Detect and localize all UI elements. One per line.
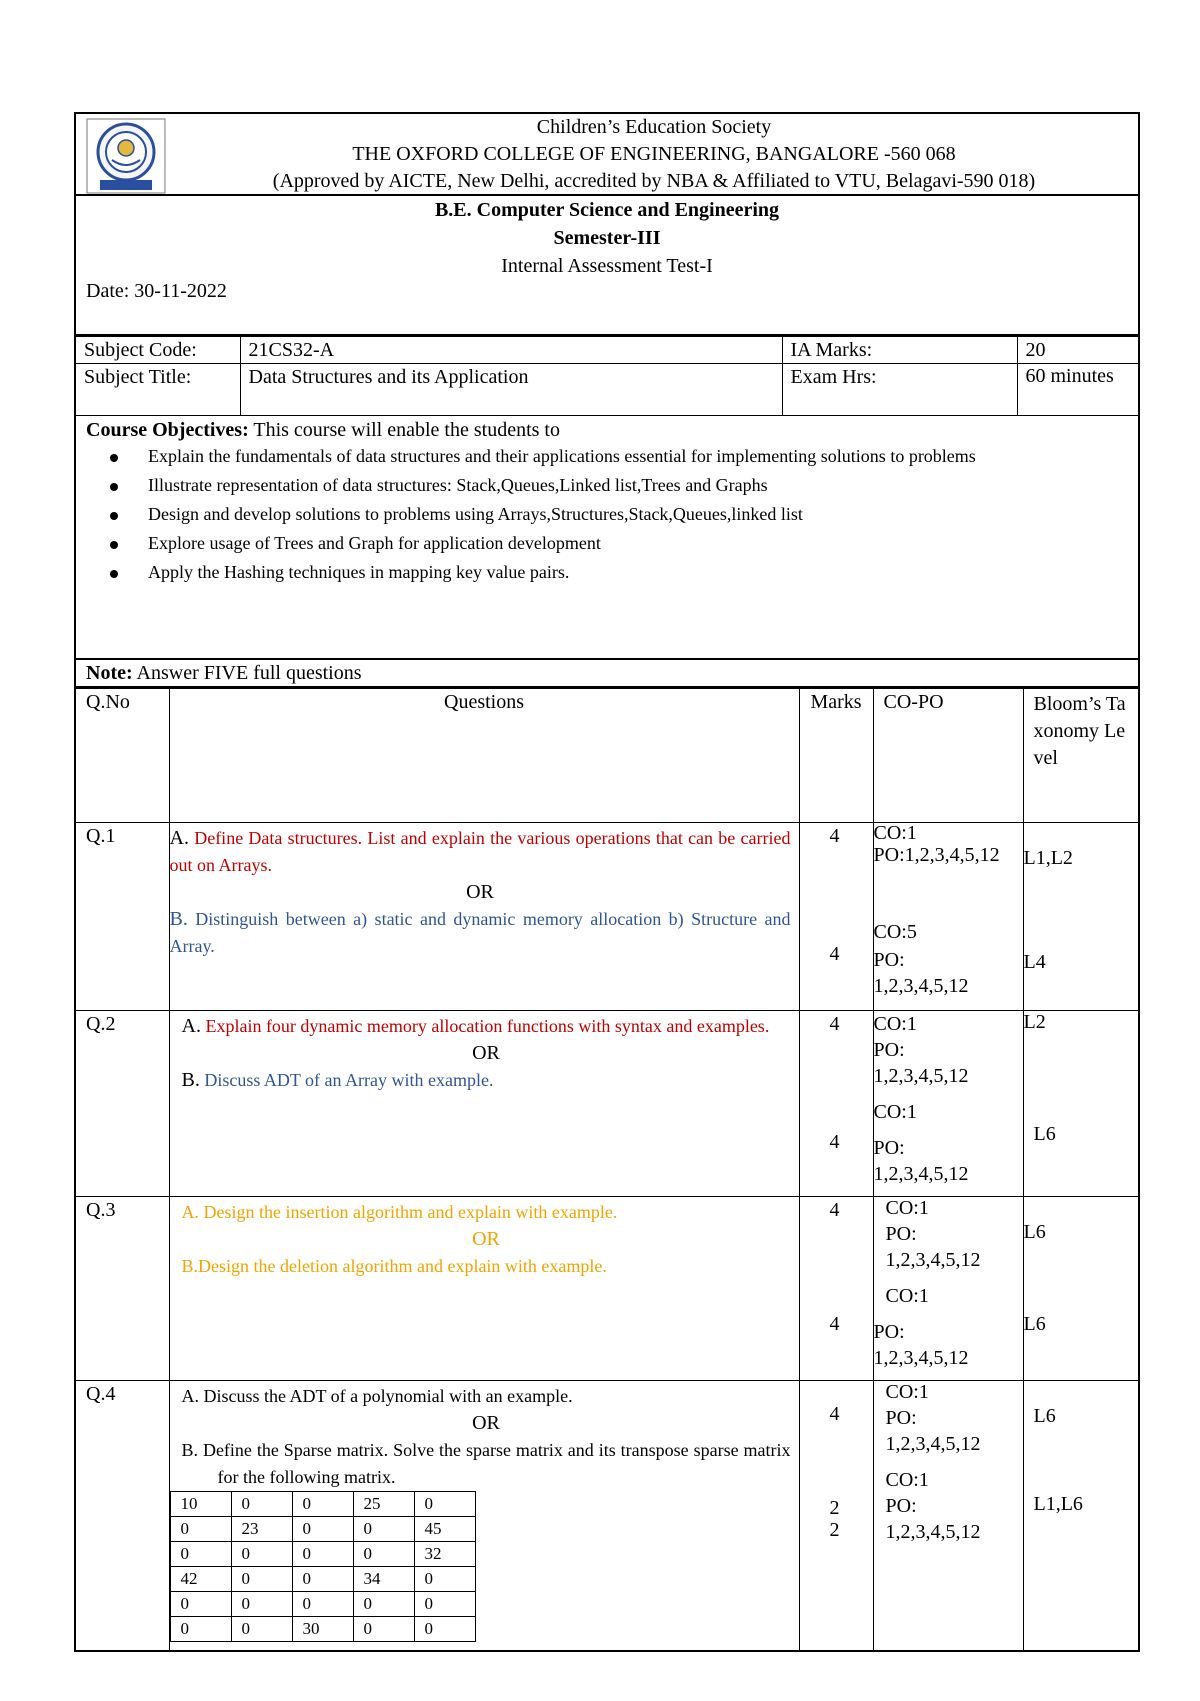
objective-item: Apply the Hashing techniques in mapping key value pairs.	[86, 558, 1130, 587]
question-4b: B. Define the Sparse matrix. Solve the sparse matrix and its transpose sparse matrix for the following matrix.	[181, 1440, 791, 1487]
question-4a: A. Discuss the ADT of a polynomial with an example.	[181, 1386, 573, 1406]
po-2b-values: 1,2,3,4,5,12	[873, 1163, 969, 1185]
question-3b: B.Design the deletion algorithm and explain with example.	[181, 1256, 607, 1276]
note	[74, 660, 1140, 688]
po-3a-values: 1,2,3,4,5,12	[885, 1249, 981, 1271]
marks-3b: 4	[829, 1313, 840, 1335]
bloom-3b: L6	[1023, 1313, 1046, 1335]
col-bloom: Bloom’s Taxonomy Level	[1023, 689, 1139, 823]
co-2a: CO:1	[873, 1013, 917, 1035]
note-label: Note:	[86, 662, 133, 684]
matrix-row: 0 0 0 0 32	[170, 1542, 475, 1567]
po-2b: PO:	[873, 1137, 905, 1159]
po-3b-values: 1,2,3,4,5,12	[873, 1347, 969, 1369]
subject-info	[74, 336, 1140, 416]
bloom-3a: L6	[1023, 1221, 1046, 1243]
po-1a: PO:1,2,3,4,5,12	[873, 844, 1000, 866]
objectives-intro: This course will enable the students to	[248, 419, 560, 441]
exam-hrs-label: Exam Hrs:	[782, 364, 1017, 416]
table-row	[75, 1197, 1139, 1381]
table-row: Q.1 A. Define Data structures. List and explain the various operations that can be carried out on Arrays. OR B. Distinguish between a) static and dynamic memory allocation b) Structure and Array. 4 4 CO:1 PO:1,2,3,4,5,12 CO:5 PO: 1,2,3,4,5,12 L1,L2 L4	[75, 823, 1139, 1011]
po-3a: PO:	[885, 1223, 917, 1245]
test-name: Internal Assessment Test-I	[501, 255, 713, 277]
course-objectives	[74, 416, 1140, 660]
matrix-row: 10 0 0 25 0	[170, 1492, 475, 1517]
college-name: THE OXFORD COLLEGE OF ENGINEERING, BANGALORE -560 068	[352, 143, 956, 165]
bloom-2a: L2	[1023, 1011, 1046, 1033]
marks-2b: 4	[829, 1131, 840, 1153]
ia-marks-label: IA Marks:	[782, 337, 1017, 364]
table-row: Q.2 A. Explain four dynamic memory allocation functions with syntax and examples. OR B. Discuss ADT of an Array with example. 4 4 CO:1 PO: 1,2,3,4,5,12 CO:1 PO: 1,2,3,4,5,12 L2 L6	[75, 1011, 1139, 1197]
sparse-matrix	[170, 1491, 476, 1642]
question-paper	[74, 112, 1140, 1652]
po-4a-values: 1,2,3,4,5,12	[885, 1433, 981, 1455]
semester: Semester-III	[553, 227, 661, 249]
marks-4b-2: 2	[829, 1519, 840, 1541]
bullet-icon	[110, 483, 118, 491]
question-3a: A. Design the insertion algorithm and explain with example.	[181, 1202, 618, 1222]
marks-1b: 4	[829, 943, 840, 965]
po-4b: PO:	[885, 1495, 917, 1517]
note-text: Answer FIVE full questions	[132, 662, 362, 684]
objective-item: Explain the fundamentals of data structures and their applications essential for implementing solutions to problems	[86, 442, 1130, 471]
qno: Q.2	[75, 1011, 169, 1197]
bullet-icon	[110, 541, 118, 549]
po-4a: PO:	[885, 1407, 917, 1429]
po-1b-values: 1,2,3,4,5,12	[873, 975, 969, 997]
bloom-1b: L4	[1023, 951, 1046, 973]
objectives-list	[86, 442, 1130, 587]
qno: Q.3	[75, 1197, 169, 1381]
po-4b-values: 1,2,3,4,5,12	[885, 1521, 981, 1543]
bullet-icon	[110, 570, 118, 578]
col-qno: Q.No	[75, 689, 169, 823]
po-3b: PO:	[873, 1321, 905, 1343]
co-2b: CO:1	[873, 1101, 917, 1123]
subject-title-label: Subject Title:	[75, 364, 240, 416]
bloom-4b: L1,L6	[1033, 1493, 1083, 1515]
subject-title: Data Structures and its Application	[240, 364, 782, 416]
ia-marks: 20	[1017, 337, 1139, 364]
marks-2a: 4	[829, 1013, 840, 1035]
table-header-row	[75, 689, 1139, 823]
co-1b: CO:5	[873, 921, 917, 943]
college-header	[74, 112, 1140, 196]
question-2a: Explain four dynamic memory allocation functions with syntax and examples.	[200, 1016, 770, 1036]
bullet-icon	[110, 512, 118, 520]
qno: Q.4	[75, 1381, 169, 1651]
marks-1a: 4	[829, 825, 840, 847]
objective-item: Explore usage of Trees and Graph for application development	[86, 529, 1130, 558]
society-name: Children’s Education Society	[536, 116, 772, 138]
co-4b: CO:1	[885, 1469, 929, 1491]
objective-item: Design and develop solutions to problems using Arrays,Structures,Stack,Queues,linked list	[86, 500, 1130, 529]
matrix-row: 0 0 30 0 0	[170, 1617, 475, 1642]
or-label: OR	[466, 881, 494, 903]
matrix-row: 42 0 0 34 0	[170, 1567, 475, 1592]
question-2b: Discuss ADT of an Array with example.	[199, 1070, 494, 1090]
col-marks: Marks	[799, 689, 873, 823]
or-label: OR	[472, 1042, 500, 1064]
or-label: OR	[472, 1228, 500, 1250]
po-1b: PO:	[873, 949, 905, 971]
college-approval: (Approved by AICTE, New Delhi, accredited by NBA & Affiliated to VTU, Belagavi-590 018)	[272, 170, 1036, 192]
col-questions: Questions	[169, 689, 799, 823]
bullet-icon	[110, 454, 118, 462]
objectives-heading: Course Objectives:	[86, 419, 249, 441]
exam-date: Date: 30-11-2022	[86, 280, 227, 302]
subject-code: 21CS32-A	[240, 337, 782, 364]
po-2a: PO:	[873, 1039, 905, 1061]
exam-hrs: 60 minutes	[1017, 364, 1139, 416]
objective-item: Illustrate representation of data structures: Stack,Queues,Linked list,Trees and Graphs	[86, 471, 1130, 500]
co-3b: CO:1	[885, 1285, 929, 1307]
program-name: B.E. Computer Science and Engineering	[434, 199, 780, 221]
bloom-2b: L6	[1033, 1123, 1056, 1145]
question-1a: Define Data structures. List and explain the various operations that can be carried out on Arrays.	[169, 828, 791, 875]
table-row	[75, 1381, 1139, 1651]
course-info	[74, 196, 1140, 336]
matrix-row: 0 23 0 0 45	[170, 1517, 475, 1542]
col-copo: CO-PO	[873, 689, 1023, 823]
college-logo	[86, 118, 166, 194]
questions-table	[74, 688, 1140, 1652]
or-label: OR	[472, 1412, 500, 1434]
qno: Q.1	[75, 823, 169, 1011]
marks-4b-1: 2	[829, 1497, 840, 1519]
co-1a: CO:1	[873, 822, 917, 844]
co-4a: CO:1	[885, 1381, 929, 1403]
marks-4a: 4	[829, 1403, 840, 1425]
bloom-4a: L6	[1033, 1405, 1056, 1427]
co-3a: CO:1	[885, 1197, 929, 1219]
marks-3a: 4	[829, 1199, 840, 1221]
question-1b: Distinguish between a) static and dynamic memory allocation b) Structure and Array.	[169, 909, 791, 956]
subject-code-label: Subject Code:	[75, 337, 240, 364]
po-2a-values: 1,2,3,4,5,12	[873, 1065, 969, 1087]
matrix-row: 0 0 0 0 0	[170, 1592, 475, 1617]
bloom-1a: L1,L2	[1023, 847, 1073, 869]
